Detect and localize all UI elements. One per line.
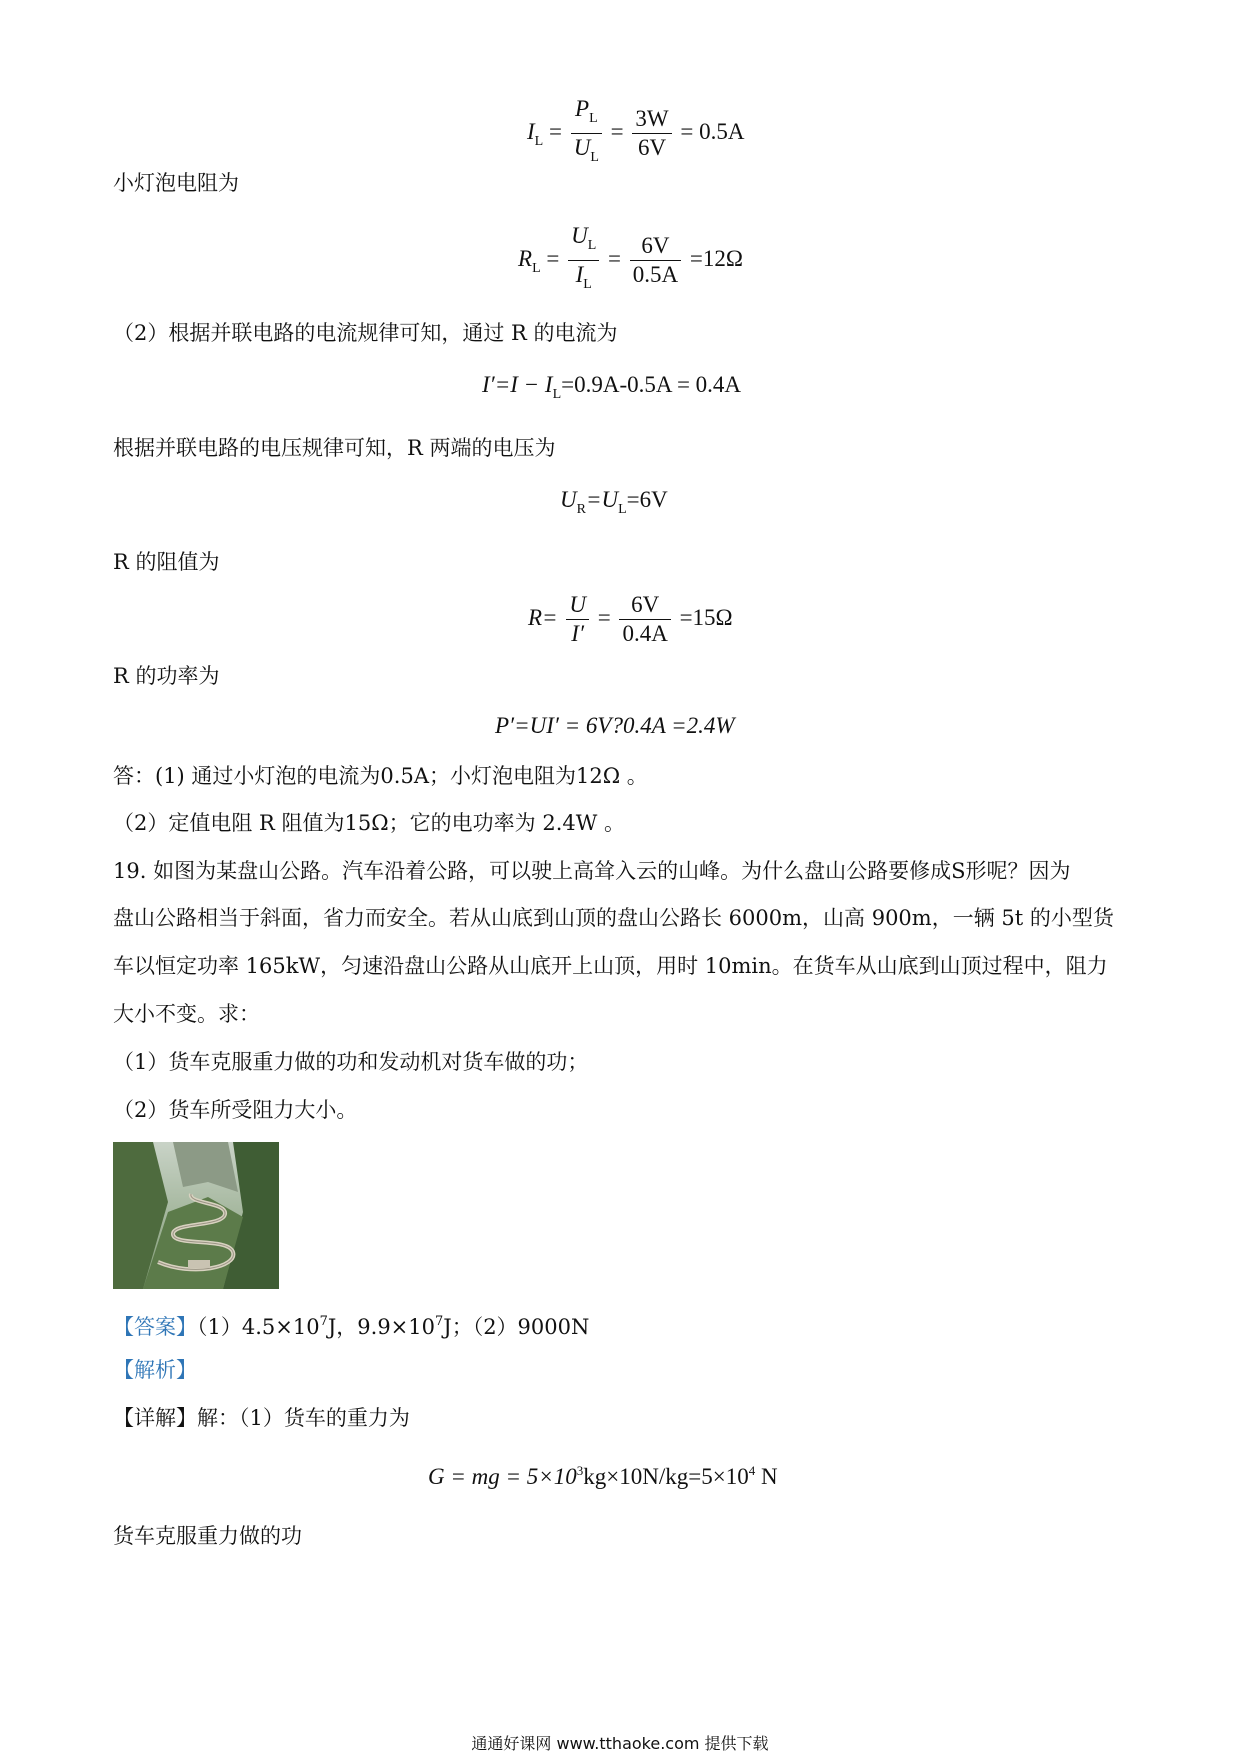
detail-line: 【详解】解：（1）货车的重力为 <box>113 1406 410 1430</box>
text-line: （2）根据并联电路的电流规律可知，通过 R 的电流为 <box>113 321 618 345</box>
text-line: 根据并联电路的电压规律可知，R 两端的电压为 <box>113 436 556 460</box>
formula-voltage: $U_R=U_L=6V$ <box>560 487 668 517</box>
question-text: 车以恒定功率 165kW，匀速沿盘山公路从山底开上山顶，用时 10min。在货车从山底到山顶过程中，阻力 <box>113 954 1108 978</box>
formula-gravity: G = mg = $5\times 10^3kg\times 10N/kg=5\times 10^4$ N <box>428 1463 778 1489</box>
formula-power: P′=UI′ = 6V?0.4A =2.4W <box>495 713 735 738</box>
text-line: 小灯泡电阻为 <box>113 171 239 195</box>
text-line: 货车克服重力做的功 <box>113 1524 302 1548</box>
question-text: 盘山公路相当于斜面，省力而安全。若从山底到山顶的盘山公路长 6000m，山高 900m，一辆 5t 的小型货 <box>113 906 1114 930</box>
answer-line: 答：(1) 通过小灯泡的电流为0.5A；小灯泡电阻为12Ω 。 <box>113 764 648 788</box>
question-text: 大小不变。求： <box>113 1002 260 1026</box>
answer-line: （2）定值电阻 R 阻值为15Ω；它的电功率为 2.4W 。 <box>113 811 625 835</box>
page-footer: 通通好课网 www.tthaoke.com 提供下载 <box>471 1734 769 1753</box>
answer-line: 【答案】$(1)4.5\times 10^7J$，$9.9\times 10^7J$；（2）9000N <box>113 1314 590 1339</box>
formula-r-value: R= $\frac{U}{I'}$ = $\frac{6V}{0.4A}$ =15Ω <box>528 592 733 646</box>
answer-tag: 【答案】 <box>113 1315 197 1339</box>
question-text: （2）货车所受阻力大小。 <box>113 1098 358 1122</box>
formula-current-r: $I'=I - I_L=0.9A-0.5A = 0.4A$ <box>482 372 742 402</box>
formula-current: $I_L$ = $\frac{P_L}{U_L}$ = $\frac{3W}{6V}$ = 0.5A <box>527 96 745 165</box>
text-line: R 的功率为 <box>113 664 220 688</box>
text-line: R 的阻值为 <box>113 550 220 574</box>
detail-tag: 【详解】 <box>113 1406 197 1430</box>
analysis-tag: 【解析】 <box>113 1358 197 1382</box>
mountain-road-photo <box>113 1142 279 1289</box>
question-text: （1）货车克服重力做的功和发动机对货车做的功； <box>113 1050 589 1074</box>
formula-resistance: $R_L$ = $\frac{U_L}{I_L}$ = $\frac{6V}{0.5A}$ =12Ω <box>518 223 743 292</box>
question-text: 19. 如图为某盘山公路。汽车沿着公路，可以驶上高耸入云的山峰。为什么盘山公路要修成S形呢？因为 <box>113 859 1071 883</box>
